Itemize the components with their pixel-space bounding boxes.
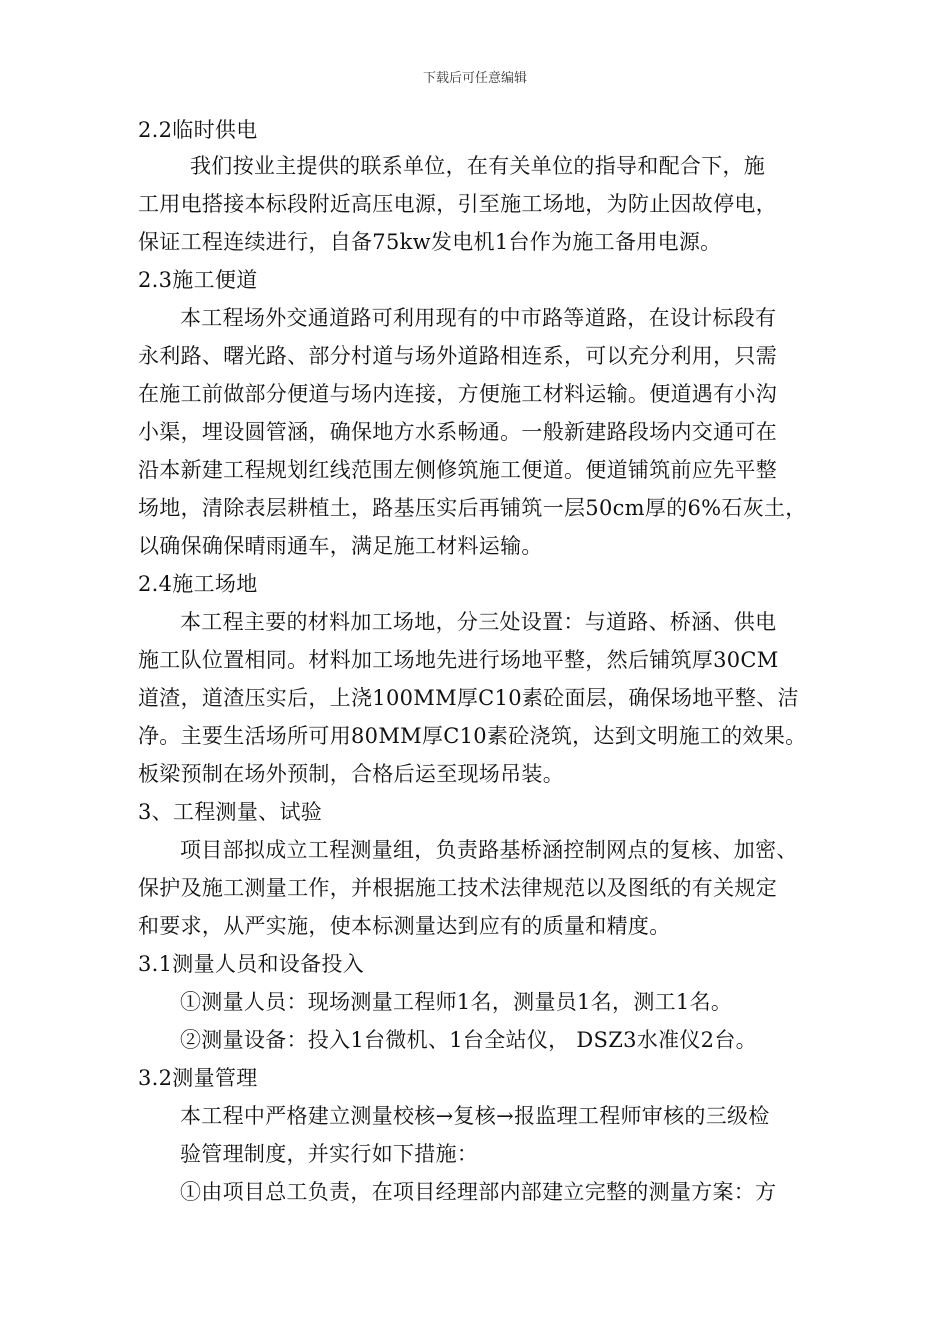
paragraph-line: 板梁预制在场外预制，合格后运至现场吊装。 bbox=[138, 762, 564, 786]
paragraph-line: 和要求，从严实施，使本标测量达到应有的质量和精度。 bbox=[138, 914, 671, 938]
paragraph-line: 我们按业主提供的联系单位，在有关单位的指导和配合下，施 bbox=[190, 154, 766, 178]
paragraph-line: 验管理制度，并实行如下措施： bbox=[180, 1142, 479, 1166]
paragraph-line: 保护及施工测量工作，并根据施工技术法律规范以及图纸的有关规定 bbox=[138, 876, 777, 900]
paragraph-line: 本工程中严格建立测量校核→复核→报监理工程师审核的三级检 bbox=[180, 1104, 770, 1128]
list-item: ②测量设备：投入1台微机、1台全站仪， DSZ3水准仪2台。 bbox=[180, 1028, 757, 1052]
paragraph-line: 施工队位置相同。材料加工场地先进行场地平整，然后铺筑厚30CM bbox=[138, 648, 779, 672]
heading-3-2: 3.2测量管理 bbox=[138, 1066, 258, 1090]
paragraph-line: 以确保确保晴雨通车，满足施工材料运输。 bbox=[138, 534, 543, 558]
heading-2-3: 2.3施工便道 bbox=[138, 268, 258, 292]
paragraph-line: 本工程主要的材料加工场地，分三处设置：与道路、桥涵、供电 bbox=[180, 610, 777, 634]
paragraph-line: 小渠，埋设圆管涵，确保地方水系畅通。一般新建路段场内交通可在 bbox=[138, 420, 777, 444]
paragraph-line: 本工程场外交通道路可利用现有的中市路等道路，在设计标段有 bbox=[180, 306, 777, 330]
list-item: ①测量人员：现场测量工程师1名，测量员1名，测工1名。 bbox=[180, 990, 733, 1014]
list-item: ①由项目总工负责，在项目经理部内部建立完整的测量方案：方 bbox=[180, 1180, 777, 1204]
heading-3-1: 3.1测量人员和设备投入 bbox=[138, 952, 364, 976]
paragraph-line: 保证工程连续进行，自备75kw发电机1台作为施工备用电源。 bbox=[138, 230, 722, 254]
paragraph-line: 场地，清除表层耕植土，路基压实后再铺筑一层50cm厚的6%石灰土， bbox=[138, 496, 807, 520]
paragraph-line: 永利路、曙光路、部分村道与场外道路相连系，可以充分利用，只需 bbox=[138, 344, 777, 368]
paragraph-line: 沿本新建工程规划红线范围左侧修筑施工便道。便道铺筑前应先平整 bbox=[138, 458, 777, 482]
paragraph-line: 项目部拟成立工程测量组，负责路基桥涵控制网点的复核、加密、 bbox=[180, 838, 798, 862]
heading-3: 3、工程测量、试验 bbox=[138, 800, 323, 824]
heading-2-2: 2.2临时供电 bbox=[138, 118, 258, 142]
paragraph-line: 在施工前做部分便道与场内连接，方便施工材料运输。便道遇有小沟 bbox=[138, 382, 777, 406]
page-header: 下载后可任意编辑 bbox=[422, 71, 527, 86]
paragraph-line: 净。主要生活场所可用80MM厚C10素砼浇筑，达到文明施工的效果。 bbox=[138, 724, 807, 748]
heading-2-4: 2.4施工场地 bbox=[138, 572, 258, 596]
paragraph-line: 工用电搭接本标段附近高压电源，引至施工场地，为防止因故停电， bbox=[138, 192, 777, 216]
paragraph-line: 道渣，道渣压实后，上浇100MM厚C10素砼面层，确保场地平整、洁 bbox=[138, 686, 799, 710]
